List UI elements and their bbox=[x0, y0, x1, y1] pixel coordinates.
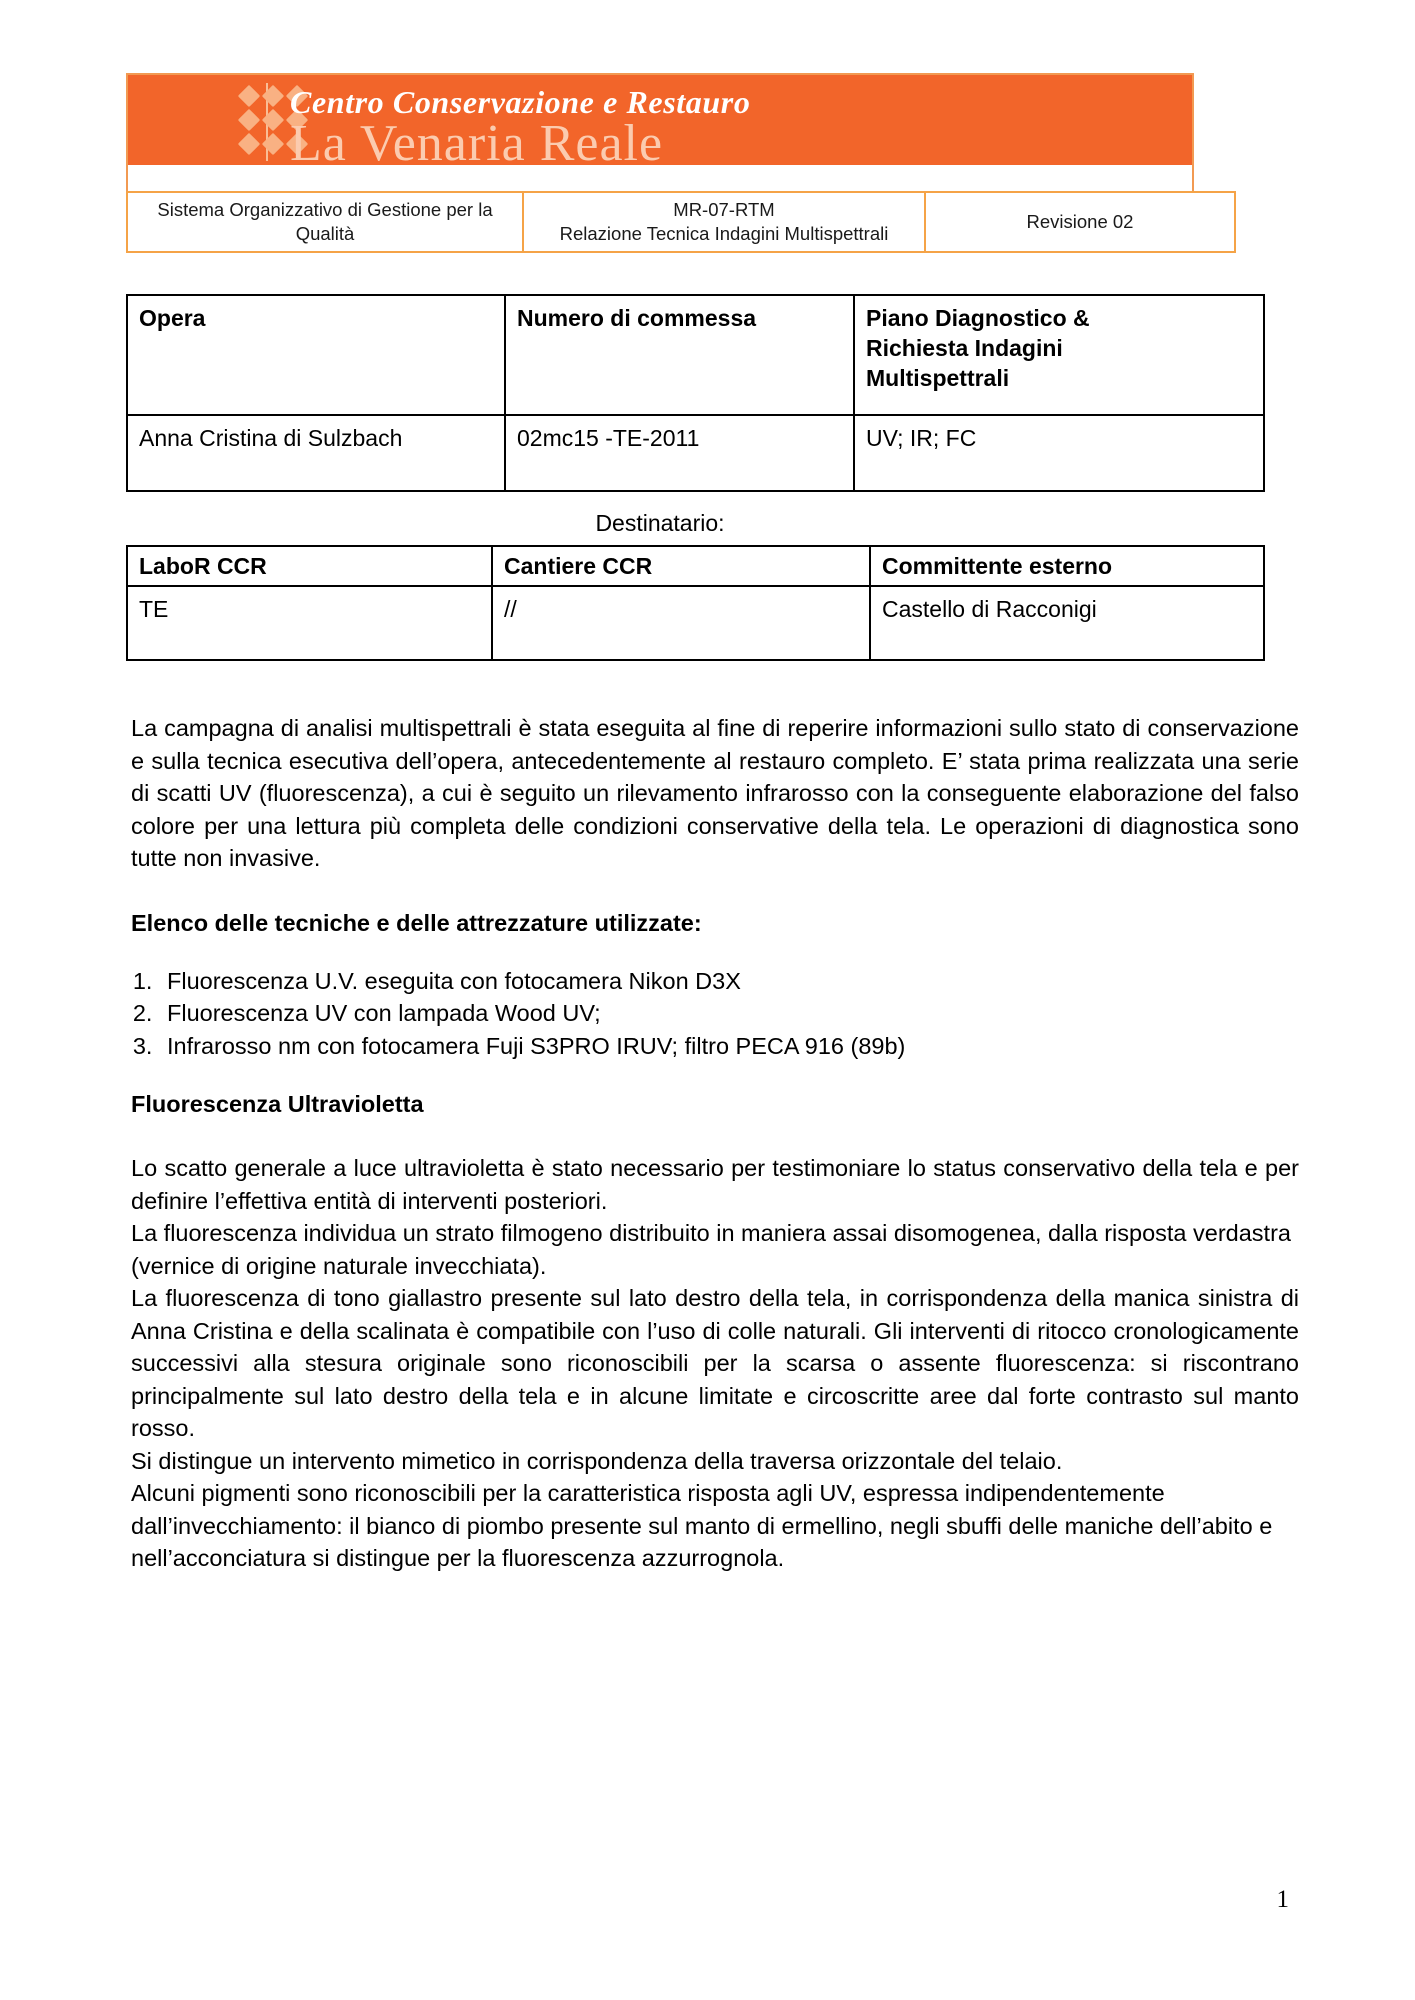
opera-info-table bbox=[126, 294, 1265, 492]
uv-paragraph-1: Lo scatto generale a luce ultravioletta è stato necessario per testimoniare lo status conservativo della tela e per definire l’effettiva entità di interventi posteriori. bbox=[131, 1155, 1299, 1214]
uv-paragraph-4: Si distingue un intervento mimetico in corrispondenza della traversa orizzontale del telaio. bbox=[131, 1447, 1063, 1474]
table-header-row bbox=[127, 295, 1264, 415]
list-item: 1. Fluorescenza U.V. eseguita con fotocamera Nikon D3X bbox=[159, 965, 1299, 998]
column-header-numero-commessa: Numero di commessa bbox=[505, 295, 854, 415]
column-header-cantiere-ccr: Cantiere CCR bbox=[492, 546, 870, 586]
piano-diagnostico-line2: Richiesta Indagini bbox=[866, 335, 1063, 361]
list-item: 3. Infrarosso nm con fotocamera Fuji S3PRO IRUV; filtro PECA 916 (89b) bbox=[159, 1030, 1299, 1063]
destinatario-table bbox=[126, 545, 1265, 661]
cell-cantiere-ccr: // bbox=[492, 586, 870, 660]
logo-text-block bbox=[268, 75, 1192, 165]
techniques-list-wrapper bbox=[91, 965, 1299, 1063]
table-row bbox=[127, 586, 1264, 660]
uv-paragraph-5: Alcuni pigmenti sono riconoscibili per la caratteristica risposta agli UV, espressa indipendentemente dall’invecchiamento: il bianco di piombo presente sul manto di ermellino, negli sbuffi delle maniche dell’abito e nell’acconciatura si distingue per la fluorescenza azzurrognola. bbox=[131, 1480, 1273, 1571]
table-row bbox=[127, 415, 1264, 491]
header-cell-revision: Revisione 02 bbox=[925, 192, 1235, 252]
list-item: 2. Fluorescenza UV con lampada Wood UV; bbox=[159, 997, 1299, 1030]
table-header-row bbox=[127, 546, 1264, 586]
cell-opera-name: Anna Cristina di Sulzbach bbox=[127, 415, 505, 491]
piano-diagnostico-line3: Multispettrali bbox=[866, 365, 1010, 391]
cell-committente-esterno: Castello di Racconigi bbox=[870, 586, 1264, 660]
spacer bbox=[131, 1062, 1299, 1088]
intro-paragraph: La campagna di analisi multispettrali è stata eseguita al fine di reperire informazioni sullo stato di conservazione e sulla tecnica esecutiva dell’opera, antecedentemente al restauro completo. E’ stata prima realizzata una serie di scatti UV (fluorescenza), a cui è seguito un rilevamento infrarosso con la conseguente elaborazione del falso colore per una lettura più completa delle condizioni conservative della tela. Le operazioni di diagnostica sono tutte non invasive. bbox=[131, 715, 1299, 871]
header-info-table bbox=[126, 191, 1236, 253]
header-cell-quality-system: Sistema Organizzativo di Gestione per la Qualità bbox=[127, 192, 523, 252]
header-info-row bbox=[127, 192, 1235, 252]
cell-commessa-number: 02mc15 -TE-2011 bbox=[505, 415, 854, 491]
column-header-labor-ccr: LaboR CCR bbox=[127, 546, 492, 586]
document-code: MR-07-RTM bbox=[673, 199, 775, 220]
diamond-pattern-icon bbox=[128, 75, 266, 165]
logo-title-line1: Centro Conservazione e Restauro bbox=[290, 84, 751, 120]
cell-labor-ccr: TE bbox=[127, 586, 492, 660]
uv-fluorescence-heading: Fluorescenza Ultravioletta bbox=[131, 1091, 424, 1117]
logo-title-line2: La Venaria Reale bbox=[290, 115, 664, 165]
column-header-committente-esterno: Committente esterno bbox=[870, 546, 1264, 586]
uv-paragraph-3: La fluorescenza di tono giallastro presente sul lato destro della tela, in corrispondenza della manica sinistra di Anna Cristina e della scalinata è compatibile con l’uso di colle naturali. Gli interventi di ritocco cronologicamente successivi alla stesura originale sono riconoscibili per la scarsa o assente fluorescenza: si riscontrano principalmente sul lato destro della tela e in alcune limitate e circoscritte aree dal forte contrasto sul manto rosso. bbox=[131, 1285, 1299, 1441]
header-cell-document-code bbox=[523, 192, 925, 252]
document-title: Relazione Tecnica Indagini Multispettrali bbox=[559, 223, 889, 244]
techniques-heading: Elenco delle tecniche e delle attrezzature utilizzate: bbox=[131, 909, 702, 936]
column-header-piano-diagnostico bbox=[854, 295, 1264, 415]
header-spacer bbox=[126, 165, 1194, 191]
techniques-list bbox=[91, 965, 1299, 1063]
spacer bbox=[131, 939, 1299, 965]
uv-paragraph-2: La fluorescenza individua un strato filmogeno distribuito in maniera assai disomogenea, dalla risposta verdastra (vernice di origine naturale invecchiata). bbox=[131, 1220, 1291, 1279]
column-header-opera: Opera bbox=[127, 295, 505, 415]
piano-diagnostico-line1: Piano Diagnostico & bbox=[866, 305, 1090, 331]
document-body bbox=[131, 712, 1299, 1575]
institution-logo-banner bbox=[126, 73, 1194, 165]
cell-techniques-requested: UV; IR; FC bbox=[854, 415, 1264, 491]
destinatario-label: Destinatario: bbox=[595, 510, 725, 536]
page-number: 1 bbox=[1276, 1886, 1289, 1913]
spacer bbox=[131, 1120, 1299, 1152]
document-header bbox=[126, 73, 1194, 253]
spacer bbox=[131, 875, 1299, 907]
